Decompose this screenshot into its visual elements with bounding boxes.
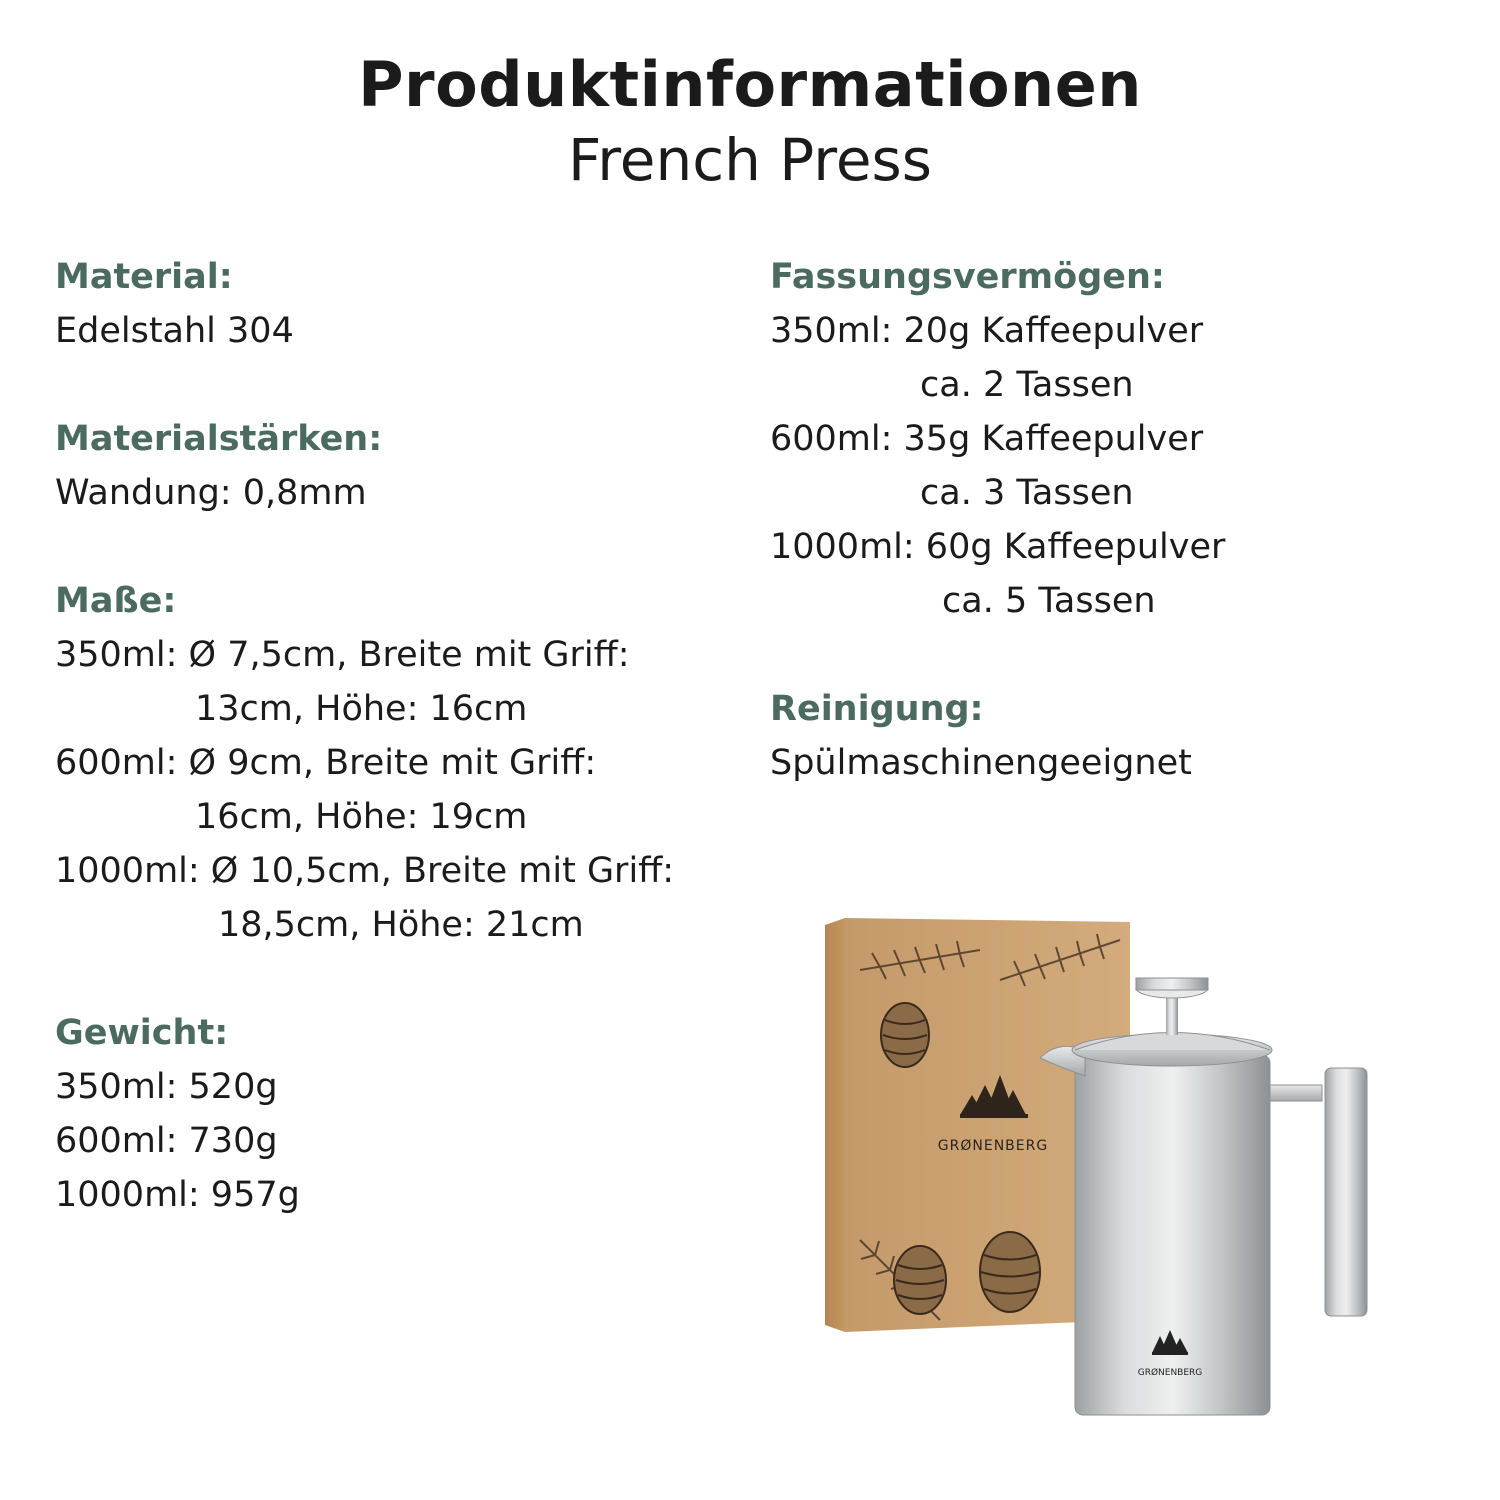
gewicht-line: 350ml: 520g: [55, 1067, 278, 1107]
material-heading: Material:: [55, 257, 233, 297]
page-subtitle: French Press: [568, 126, 932, 194]
masse-line: 1000ml: Ø 10,5cm, Breite mit Griff:: [55, 851, 675, 891]
gewicht-heading: Gewicht:: [55, 1013, 229, 1053]
fassung-line: ca. 3 Tassen: [920, 473, 1134, 513]
fassung-line: 350ml: 20g Kaffeepulver: [770, 311, 1204, 351]
masse-line: 350ml: Ø 7,5cm, Breite mit Griff:: [55, 635, 630, 675]
fassung-section: [770, 250, 1470, 628]
materialstaerke-section: [55, 412, 755, 520]
gewicht-line: 600ml: 730g: [55, 1121, 278, 1161]
masse-line: 18,5cm, Höhe: 21cm: [218, 905, 584, 945]
masse-line: 13cm, Höhe: 16cm: [195, 689, 528, 729]
materialstaerke-heading: Materialstärken:: [55, 419, 383, 459]
french-press: [1040, 978, 1367, 1415]
material-section: [55, 250, 755, 358]
masse-line: 600ml: Ø 9cm, Breite mit Griff:: [55, 743, 597, 783]
masse-line: 16cm, Höhe: 19cm: [195, 797, 528, 837]
left-column: [55, 250, 755, 1276]
fassung-line: ca. 5 Tassen: [942, 581, 1156, 621]
fassung-heading: Fassungsvermögen:: [770, 257, 1165, 297]
reinigung-section: [770, 682, 1470, 790]
right-column: [770, 250, 1470, 844]
press-brand-text: GRØNENBERG: [1137, 1368, 1203, 1378]
reinigung-heading: Reinigung:: [770, 689, 984, 729]
fassung-line: 1000ml: 60g Kaffeepulver: [770, 527, 1226, 567]
page-title: Produktinformationen: [358, 48, 1142, 121]
box-brand-text: GRØNENBERG: [937, 1138, 1049, 1154]
masse-section: [55, 574, 755, 952]
product-image: [800, 900, 1400, 1440]
fassung-line: ca. 2 Tassen: [920, 365, 1134, 405]
pinecone-icon: [894, 1246, 946, 1314]
pinecone-icon: [980, 1232, 1040, 1312]
materialstaerke-value: Wandung: 0,8mm: [55, 473, 367, 513]
gewicht-line: 1000ml: 957g: [55, 1175, 300, 1215]
pinecone-icon: [881, 1003, 929, 1067]
fassung-line: 600ml: 35g Kaffeepulver: [770, 419, 1204, 459]
material-value: Edelstahl 304: [55, 311, 294, 351]
gewicht-section: [55, 1006, 755, 1222]
masse-heading: Maße:: [55, 581, 177, 621]
reinigung-value: Spülmaschinengeeignet: [770, 743, 1192, 783]
